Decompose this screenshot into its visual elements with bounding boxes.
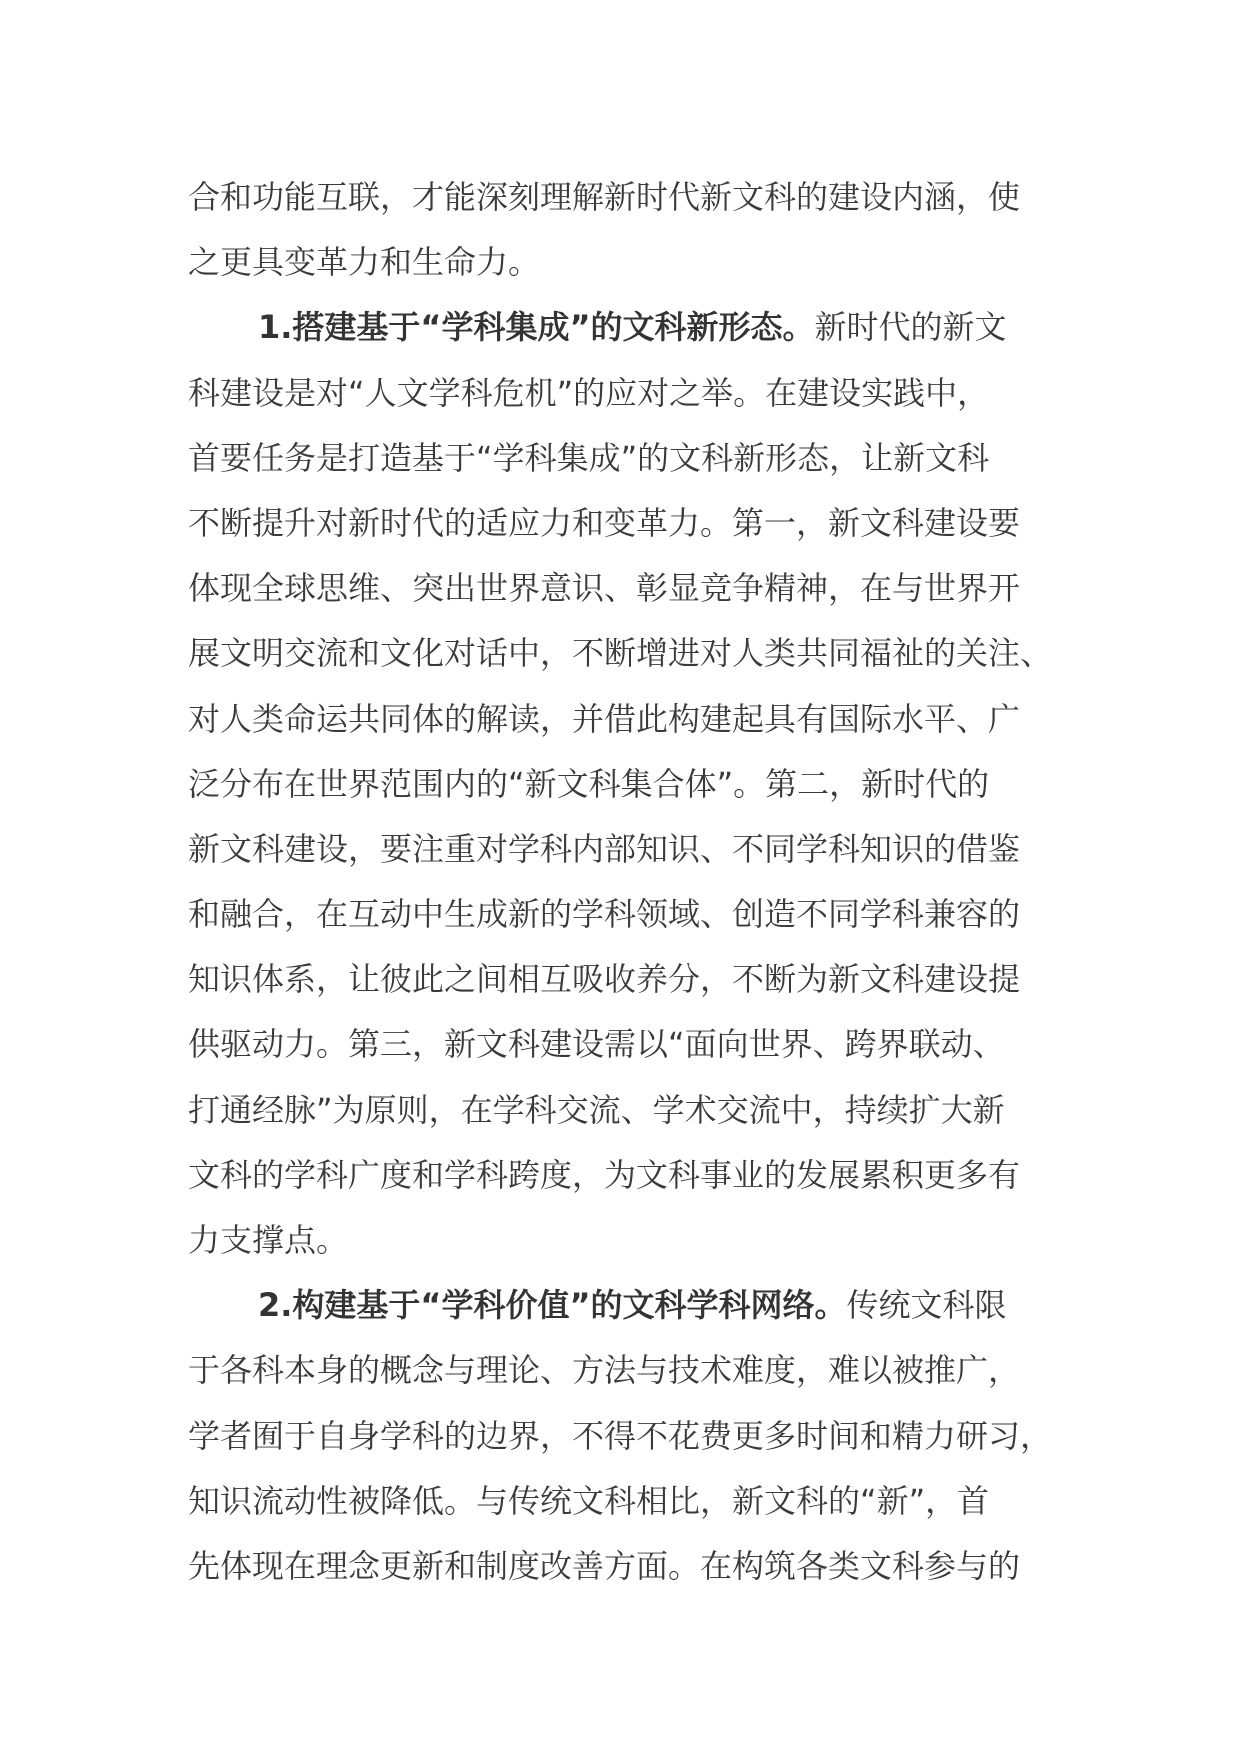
line-text: 学者囿于自身学科的边界，不得不花费更多时间和精力研习，	[188, 1416, 1053, 1455]
line-text: 供驱动力。第三，新文科建设需以“面向世界、跨界联动、	[188, 1025, 1005, 1064]
text-line	[188, 491, 1068, 556]
text-line	[188, 1404, 1068, 1469]
section-heading-line	[188, 1273, 1068, 1338]
section-heading-line	[188, 295, 1068, 360]
line-text: 泛分布在世界范围内的“新文科集合体”。第二，新时代的	[188, 764, 990, 803]
line-text: 新时代的新文	[814, 308, 1007, 347]
text-line	[188, 752, 1068, 817]
line-text: 合和功能互联，才能深刻理解新时代新文科的建设内涵，使	[188, 178, 1021, 216]
line-text: 展文明交流和文化对话中，不断增进对人类共同福祉的关注、	[188, 634, 1053, 673]
line-text: 传统文科限	[846, 1286, 1007, 1325]
text-line	[188, 426, 1068, 491]
line-text: 于各科本身的概念与理论、方法与技术难度，难以被推广，	[188, 1351, 1021, 1390]
line-text: 知识流动性被降低。与传统文科相比，新文科的“新”，首	[188, 1481, 990, 1520]
text-line	[188, 882, 1068, 947]
text-line	[188, 1338, 1068, 1403]
text-line	[188, 621, 1068, 686]
text-line	[188, 687, 1068, 752]
line-text: 对人类命运共同体的解读，并借此构建起具有国际水平、广	[188, 699, 1021, 738]
text-line	[188, 556, 1068, 621]
text-line	[188, 230, 1068, 295]
text-line	[188, 817, 1068, 882]
text-line	[188, 165, 1068, 230]
text-line	[188, 361, 1068, 426]
section-heading: 1.搭建基于“学科集成”的文科新形态。	[258, 308, 815, 347]
text-line	[188, 1469, 1068, 1534]
text-line	[188, 1012, 1068, 1077]
line-text: 之更具变革力和生命力。	[188, 243, 541, 282]
body-text	[188, 165, 1068, 1599]
line-text: 新文科建设，要注重对学科内部知识、不同学科知识的借鉴	[188, 829, 1021, 868]
text-line	[188, 1534, 1068, 1599]
line-text: 力支撑点。	[188, 1221, 349, 1259]
section-heading: 2.构建基于“学科价值”的文科学科网络。	[258, 1286, 847, 1325]
line-text: 和融合，在互动中生成新的学科领域、创造不同学科兼容的	[188, 895, 1021, 934]
text-line	[188, 947, 1068, 1012]
text-line	[188, 1143, 1068, 1208]
line-text: 不断提升对新时代的适应力和变革力。第一，新文科建设要	[188, 503, 1021, 542]
line-text: 知识体系，让彼此之间相互吸收养分，不断为新文科建设提	[188, 960, 1021, 999]
line-text: 先体现在理念更新和制度改善方面。在构筑各类文科参与的	[188, 1546, 1021, 1585]
line-text: 体现全球思维、突出世界意识、彰显竞争精神，在与世界开	[188, 569, 1021, 608]
line-text: 文科的学科广度和学科跨度，为文科事业的发展累积更多有	[188, 1155, 1021, 1194]
text-line	[188, 1078, 1068, 1143]
line-text: 科建设是对“人文学科危机”的应对之举。在建设实践中，	[188, 373, 990, 412]
text-line	[188, 1208, 1068, 1273]
line-text: 首要任务是打造基于“学科集成”的文科新形态，让新文科	[188, 438, 990, 477]
line-text: 打通经脉”为原则，在学科交流、学术交流中，持续扩大新	[188, 1090, 1005, 1129]
